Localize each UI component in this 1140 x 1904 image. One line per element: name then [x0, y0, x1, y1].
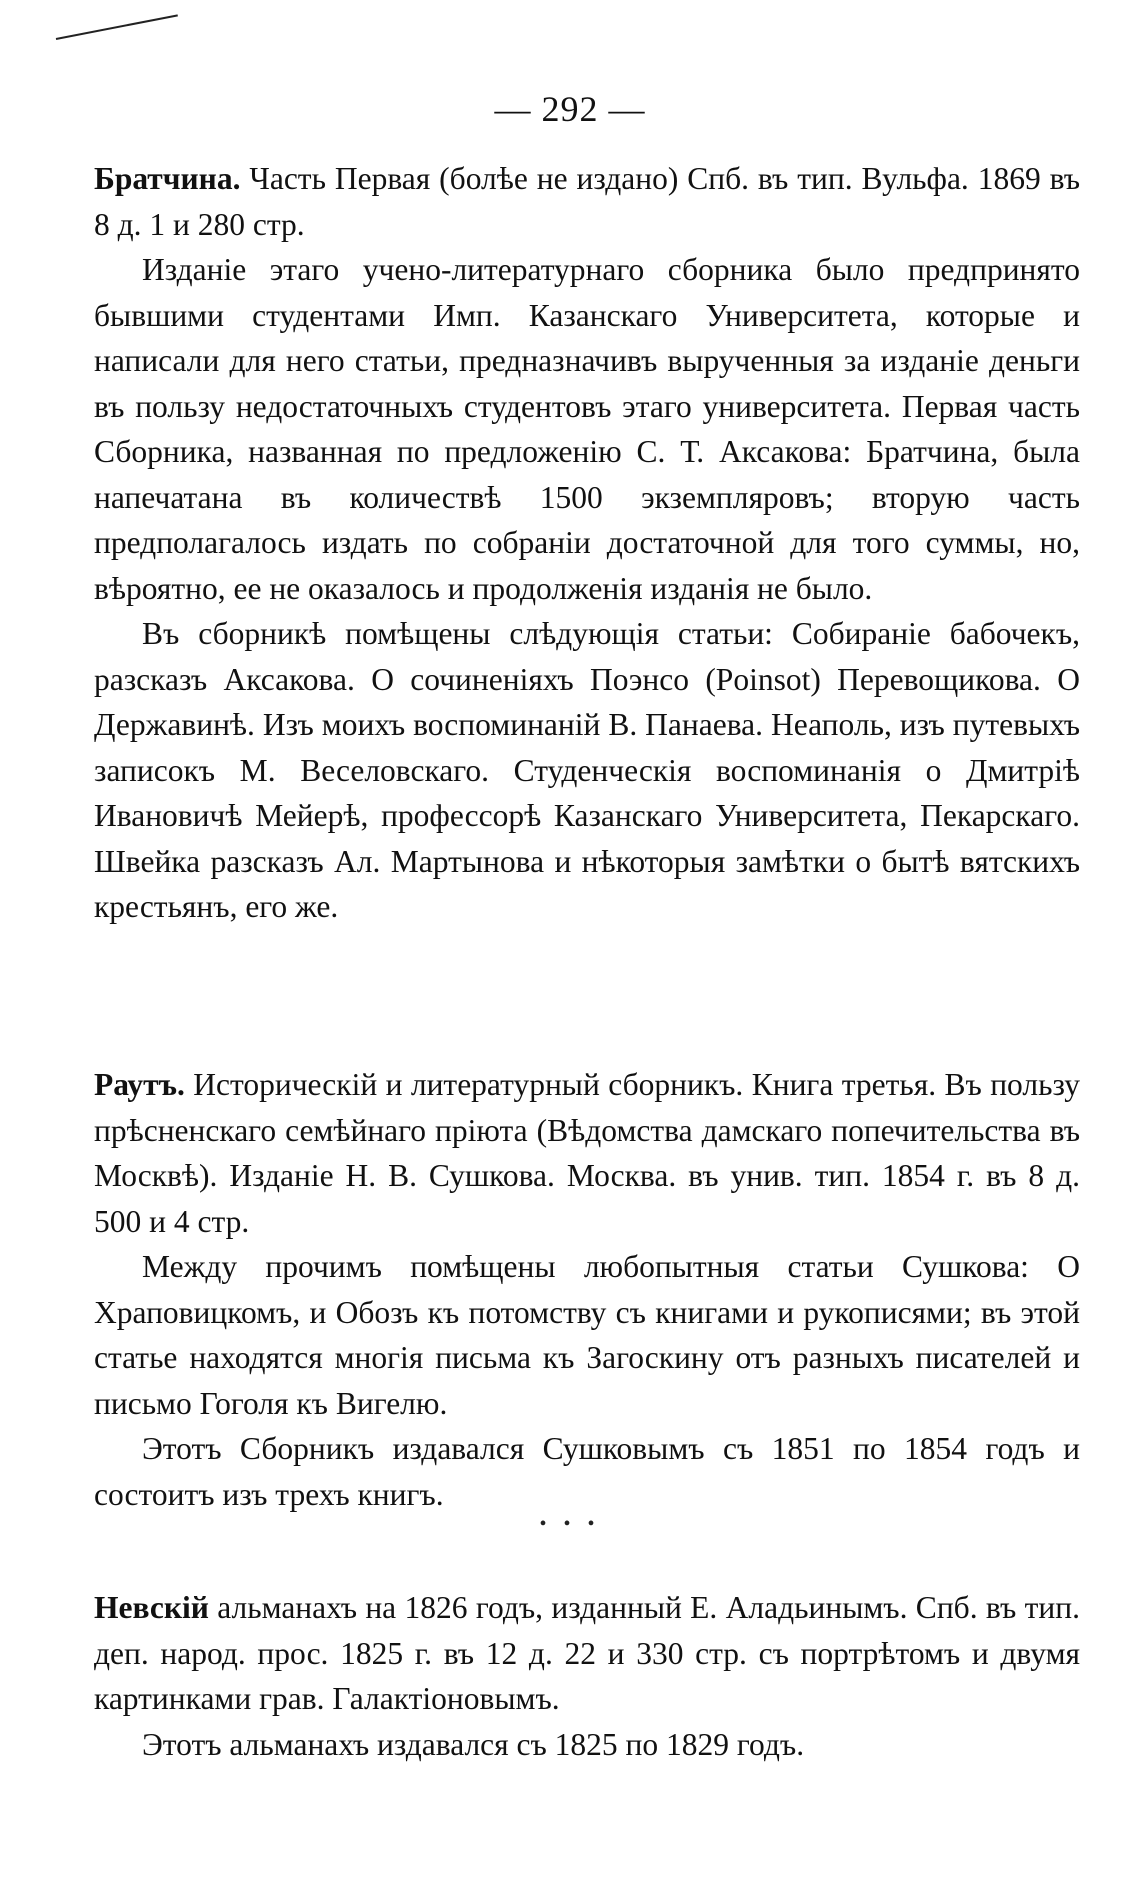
entry-paragraph: Между прочимъ помѣщены любопытныя статьи Сушкова: О Храповицкомъ, и Обозъ къ потомству съ книгами и рукописями; въ этой статье находятся многія письма къ Загоскину отъ разныхъ писателей и письмо Гоголя къ Вигелю. [94, 1249, 1080, 1421]
entry-title: Раутъ. [94, 1067, 185, 1102]
entry-paragraph: Этотъ альманахъ издавался съ 1825 по 1829 годъ. [142, 1726, 805, 1762]
section-divider-dots: • • • [539, 1513, 601, 1535]
entry-paragraph: Этотъ Сборникъ издавался Сушковымъ съ 1851 по 1854 годъ и состоитъ изъ трехъ книгъ. [94, 1431, 1080, 1512]
entry-heading [94, 1585, 1080, 1722]
entry-heading [94, 156, 1080, 247]
pen-stroke-mark [56, 14, 178, 40]
entry-paragraph: Изданіе этаго учено-литературнаго сборника было предпринято бывшими студентами Имп. Казанскаго Университета, которые и написали для него статьи, предназначивъ вырученныя за изданіе деньги въ пользу недостаточныхъ студентовъ этаго университета. Первая часть Сборника, названная по предложенію С. Т. Аксакова: Братчина, была напечатана въ количествѣ 1500 экземпляровъ; вторую часть предполагалось издать по собраніи достаточной для того суммы, но, вѣроятно, ее не оказалось и продолженія изданія не было. [94, 252, 1080, 606]
entry-bibliography: Историческій и литературный сборникъ. Книга третья. Въ пользу пpѣсненскаго семѣйнаго пріюта (Вѣдомства дамскаго попечительства въ Москвѣ). Изданіе Н. В. Сушкова. Москва. въ унив. тип. 1854 г. въ 8 д. 500 и 4 стр. [94, 1067, 1081, 1239]
entry-title: Братчина. [94, 161, 241, 196]
entry-bibliography: Часть Первая (болѣе не издано) Спб. въ тип. Вульфа. 1869 въ 8 д. 1 и 280 стр. [94, 161, 1081, 242]
entry-raut [94, 1062, 1080, 1517]
entry-bratchina [94, 156, 1080, 930]
entry-nevsky-almanac [94, 1585, 1080, 1767]
entry-heading [94, 1062, 1080, 1244]
entry-title: Невскій [94, 1590, 209, 1625]
entry-paragraph: Въ сборникѣ помѣщены слѣдующія статьи: Собираніе бабочекъ, разсказъ Аксакова. О сочиненіяхъ Поэнсо (Poinsot) Перевощикова. О Державинѣ. Изъ моихъ воспоминаній В. Панаева. Неаполь, изъ путевыхъ записокъ М. Веселовскаго. Студенческія воспоминанія о Дмитріѣ Ивановичѣ Мейерѣ, профессорѣ Казанскаго Университета, Пекарскаго. Швейка разсказъ Ал. Мартынова и нѣкоторыя замѣтки о бытѣ вятскихъ крестьянъ, его же. [94, 616, 1080, 924]
page-number: — 292 — [494, 89, 646, 129]
entry-bibliography: альманахъ на 1826 годъ, изданный Е. Аладьинымъ. Спб. въ тип. деп. народ. прос. 1825 г. въ 12 д. 22 и 330 стр. съ портрѣтомъ и двумя картинками грав. Галактіоновымъ. [94, 1590, 1080, 1716]
